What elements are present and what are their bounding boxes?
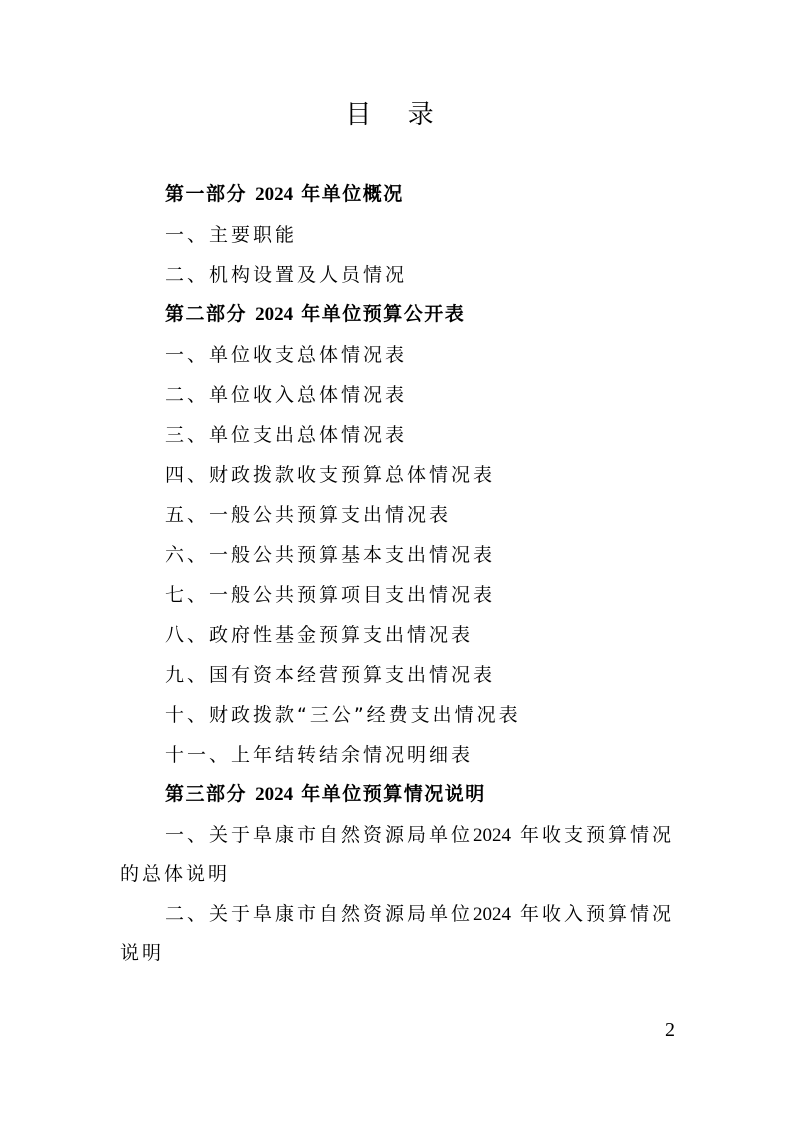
toc-item: 九、国有资本经营预算支出情况表: [165, 664, 496, 686]
toc-item: 五、一般公共预算支出情况表: [165, 504, 452, 526]
page-title: 目 录: [345, 100, 448, 130]
toc-item: 二、关于阜康市自然资源局单位2024 年收入预算情况: [165, 903, 675, 925]
toc-item: 四、财政拨款收支预算总体情况表: [165, 464, 496, 486]
part3-heading: 第三部分 2024 年单位预算情况说明: [165, 783, 486, 805]
toc-item: 二、机构设置及人员情况: [165, 264, 408, 286]
page-number: 2: [665, 1019, 675, 1041]
toc-item: 十一、上年结转结余情况明细表: [165, 744, 474, 766]
toc-item: 一、单位收支总体情况表: [165, 344, 408, 366]
toc-item: 八、政府性基金预算支出情况表: [165, 624, 474, 646]
toc-item-continuation: 的总体说明: [120, 863, 231, 885]
toc-item: 六、一般公共预算基本支出情况表: [165, 544, 496, 566]
toc-item: 七、一般公共预算项目支出情况表: [165, 584, 496, 606]
part1-heading: 第一部分 2024 年单位概况: [165, 183, 404, 205]
toc-item: 十、财政拨款“三公”经费支出情况表: [165, 704, 521, 726]
toc-item: 一、主要职能: [165, 224, 298, 246]
toc-item-continuation: 说明: [120, 942, 165, 964]
toc-item: 三、单位支出总体情况表: [165, 424, 408, 446]
part2-heading: 第二部分 2024 年单位预算公开表: [165, 303, 466, 325]
toc-item: 一、关于阜康市自然资源局单位2024 年收支预算情况: [165, 824, 675, 846]
toc-item: 二、单位收入总体情况表: [165, 384, 408, 406]
